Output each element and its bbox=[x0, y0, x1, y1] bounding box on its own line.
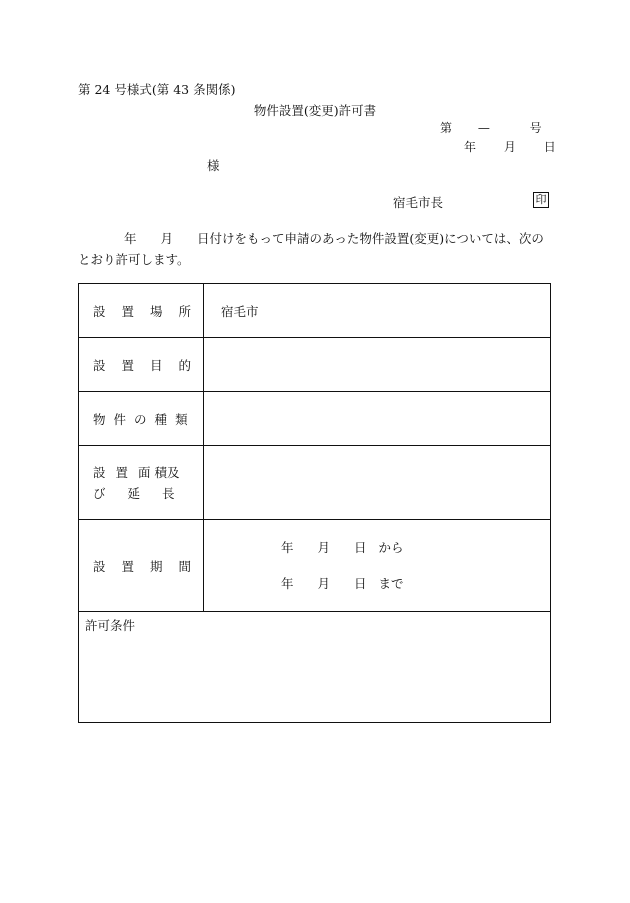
doc-number-prefix: 第 bbox=[440, 121, 453, 135]
date-year: 年 bbox=[464, 140, 477, 154]
period-from: 年 月 日 から bbox=[281, 539, 404, 555]
kind-value bbox=[204, 392, 551, 446]
body-text bbox=[78, 228, 553, 270]
location-label: 設 置 場 所 bbox=[79, 284, 204, 338]
body-sentence: 日付けをもって申請のあった物件設置(変更)については、次のとおり許可します。 bbox=[78, 231, 544, 267]
table-row bbox=[79, 284, 551, 338]
table-row bbox=[79, 446, 551, 520]
kind-label: 物 件 の 種 類 bbox=[79, 392, 204, 446]
body-month: 月 bbox=[160, 231, 174, 246]
date-month: 月 bbox=[503, 140, 516, 154]
purpose-value bbox=[204, 338, 551, 392]
date-day: 日 bbox=[543, 140, 556, 154]
area-label: 設 置 面 積及 び 延 長 bbox=[79, 446, 204, 520]
conditions-label: 許可条件 bbox=[85, 618, 136, 633]
issuer: 宿毛市長 bbox=[393, 195, 444, 210]
seal-mark: 印 bbox=[533, 192, 549, 208]
document-title: 物件設置(変更)許可書 bbox=[253, 103, 377, 118]
addressee: 様 bbox=[207, 158, 220, 173]
table-row bbox=[79, 612, 551, 723]
period-label: 設 置 期 間 bbox=[79, 520, 204, 612]
permit-conditions bbox=[79, 612, 551, 723]
body-year: 年 bbox=[124, 231, 137, 246]
purpose-label: 設 置 目 的 bbox=[79, 338, 204, 392]
period-to: 年 月 日 まで bbox=[281, 575, 404, 591]
permit-table bbox=[78, 283, 551, 723]
table-row bbox=[79, 392, 551, 446]
document-date bbox=[464, 138, 556, 155]
period-value bbox=[204, 520, 551, 612]
area-value bbox=[204, 446, 551, 520]
table-row bbox=[79, 338, 551, 392]
form-number: 第 24 号様式(第 43 条関係) bbox=[78, 82, 236, 97]
document-number bbox=[440, 119, 542, 136]
location-value: 宿毛市 bbox=[204, 284, 551, 338]
table-row bbox=[79, 520, 551, 612]
doc-number-suffix: 号 bbox=[529, 121, 542, 135]
doc-number-dash: — bbox=[477, 121, 490, 135]
